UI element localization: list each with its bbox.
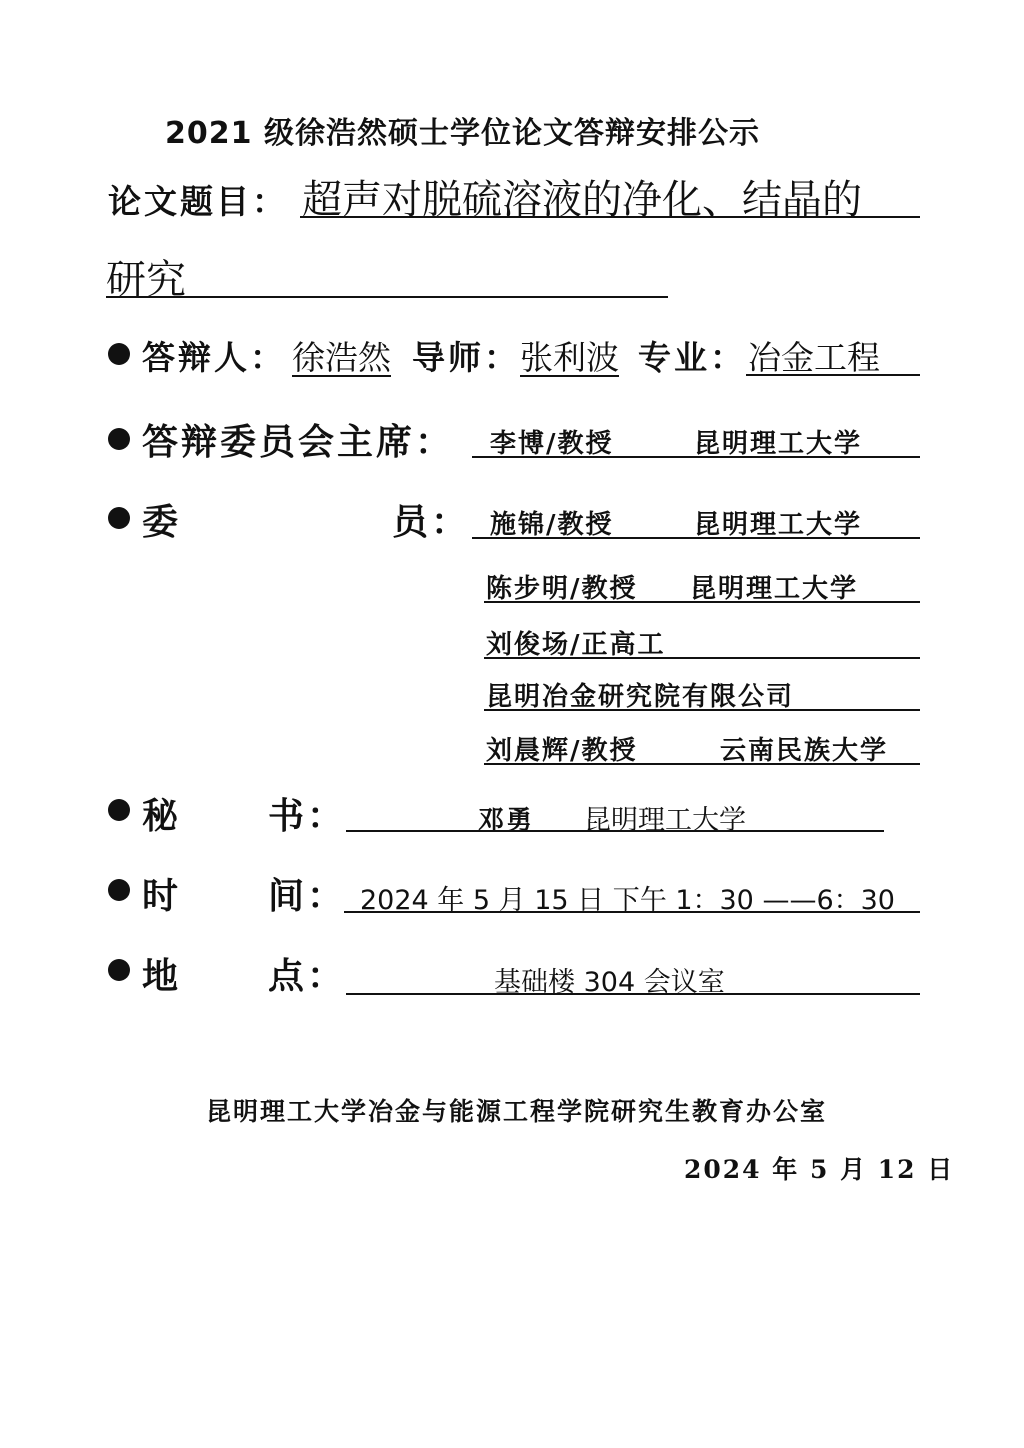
member-org: 云南民族大学 [720, 736, 889, 766]
chair-name: 李博/教授 [490, 429, 614, 459]
major-label: 专业： [638, 338, 746, 377]
advisor-label: 导师： [412, 338, 520, 377]
member-org: 昆明理工大学 [690, 574, 859, 604]
time-label-a: 时 [142, 876, 182, 917]
thesis-title-line2: 研究 [106, 257, 186, 303]
thesis-title-line1: 超声对脱硫溶液的净化、结晶的 [302, 177, 862, 223]
bullet-icon [108, 959, 130, 981]
members-label-b: 员： [392, 502, 471, 543]
advisor-name: 张利波 [520, 338, 619, 377]
chair-org: 昆明理工大学 [694, 429, 863, 459]
member-name: 昆明冶金研究院有限公司 [486, 682, 795, 712]
bullet-icon [108, 343, 130, 365]
major-underline [746, 374, 920, 376]
secretary-underline [346, 830, 884, 832]
member-name: 施锦/教授 [490, 510, 614, 540]
member-name: 刘晨辉/教授 [486, 736, 638, 766]
member-name: 陈步明/教授 [486, 574, 638, 604]
defender-label: 答辩人： [142, 338, 286, 377]
secretary-label-b: 书： [268, 796, 347, 837]
place-underline [346, 993, 920, 995]
place-value: 基础楼 304 会议室 [494, 967, 725, 998]
time-label-b: 间： [268, 876, 347, 917]
members-label-a: 委 [142, 502, 182, 543]
issuing-office: 昆明理工大学冶金与能源工程学院研究生教育办公室 [206, 1097, 828, 1126]
member-underline [484, 709, 920, 711]
issue-date: 2024 年 5 月 12 日 [684, 1155, 955, 1184]
bullet-icon [108, 879, 130, 901]
member-underline [484, 601, 920, 603]
time-value: 2024 年 5 月 15 日 下午 1：30 ——6：30 [360, 885, 895, 916]
thesis-label: 论文题目： [108, 182, 288, 221]
place-label-a: 地 [142, 956, 182, 997]
chair-label: 答辩委员会主席： [142, 422, 455, 463]
member-underline [472, 537, 920, 539]
thesis-underline-1 [300, 216, 920, 218]
secretary-name: 邓勇 [478, 806, 535, 836]
bullet-icon [108, 507, 130, 529]
member-underline [484, 657, 920, 659]
bullet-icon [108, 799, 130, 821]
defender-name: 徐浩然 [292, 338, 391, 377]
time-underline [344, 911, 920, 913]
thesis-underline-2 [106, 296, 668, 298]
place-label-b: 点： [268, 956, 347, 997]
member-underline [484, 763, 920, 765]
chair-underline [472, 456, 920, 458]
secretary-org: 昆明理工大学 [584, 805, 746, 836]
bullet-icon [108, 428, 130, 450]
secretary-label-a: 秘 [142, 796, 182, 837]
major-name: 冶金工程 [748, 338, 880, 377]
page-title: 2021 级徐浩然硕士学位论文答辩安排公示 [165, 116, 760, 151]
member-name: 刘俊场/正高工 [486, 630, 666, 660]
member-org: 昆明理工大学 [694, 510, 863, 540]
